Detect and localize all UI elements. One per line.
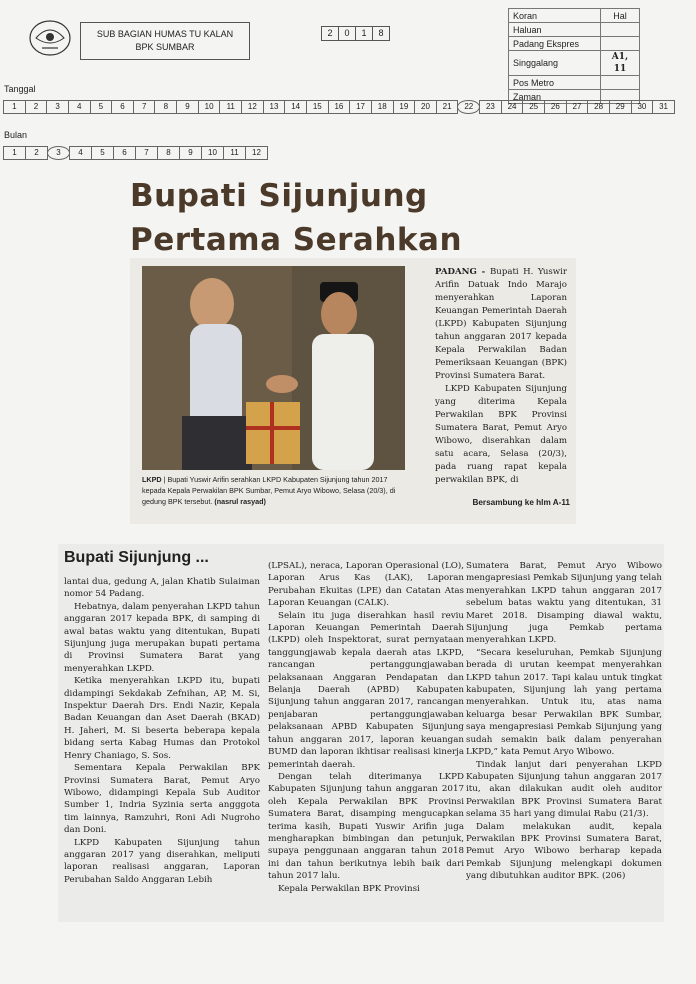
column-1	[64, 576, 260, 886]
dateline: PADANG -	[435, 267, 490, 277]
bulan-cell: 11	[223, 146, 246, 160]
tanggal-label: Tanggal	[4, 84, 36, 94]
media-hal: A1, 11	[601, 51, 640, 76]
unit-line1: SUB BAGIAN HUMAS TU KALAN	[96, 29, 234, 39]
tanggal-cell: 2	[25, 100, 48, 114]
tanggal-cell: 27	[566, 100, 589, 114]
tanggal-cell: 19	[393, 100, 416, 114]
bulan-cell: 12	[245, 146, 268, 160]
tanggal-cell: 21	[436, 100, 459, 114]
paragraph: Sementara Kepala Perwakilan BPK Provinsi Sumatera Barat, Pemut Aryo Wibowo, didampingi Kepala Sub Auditor Sumber 1, Indria Syzinia serta angggota tim lainnya, Ramzuhri, Roni Adi Nugroho dan Doni.	[64, 763, 260, 836]
tanggal-cell: 5	[90, 100, 113, 114]
tanggal-cell: 24	[501, 100, 524, 114]
bulan-cell: 4	[69, 146, 92, 160]
bulan-cell: 9	[179, 146, 202, 160]
continued-note: Bersambung ke hlm A-11	[472, 498, 570, 507]
bulan-cell: 7	[135, 146, 158, 160]
tanggal-cell: 28	[587, 100, 610, 114]
media-name: Zaman	[509, 90, 601, 104]
tanggal-cell: 7	[133, 100, 156, 114]
tanggal-cell: 4	[68, 100, 91, 114]
media-hal	[601, 37, 640, 51]
paragraph: Dengan telah diterimanya LKPD Kabupaten Sijunjung tahun anggaran 2017 oleh Kepala Perwakilan BPK Provinsi Sumatera Barat, disamping mengucapkan terima kasih, Bupati Yuswir Arifin juga mengharapkan bimbingan dan petunjuk, supaya penggunaan anggaran tahun 2018 ini dan tahun berikutnya lebih baik dari tahun 2017 lalu.	[268, 771, 464, 882]
unit-box	[80, 22, 250, 60]
tanggal-cell: 15	[306, 100, 329, 114]
year-digit: 0	[338, 26, 356, 41]
tanggal-cell: 20	[414, 100, 437, 114]
unit-line2: BPK SUMBAR	[135, 42, 195, 52]
media-name: Pos Metro	[509, 76, 601, 90]
tanggal-cell: 25	[522, 100, 545, 114]
bulan-cell: 8	[157, 146, 180, 160]
year-digit: 8	[372, 26, 390, 41]
lead-paragraph: LKPD Kabupaten Sijunjung yang diterima Kepala Perwakilan BPK Provinsi Sumatera Barat, Pemut Aryo Wibowo, diserahkan dalam satu acara, Selasa (20/3), pada ruang rapat kepala perwakilan BPK, di	[435, 384, 567, 485]
media-name: Padang Ekspres	[509, 37, 601, 51]
bulan-cell: 10	[201, 146, 224, 160]
paragraph: Hebatnya, dalam penyerahan LKPD tahun anggaran 2017 kepada BPK, di samping di awal batas waktu yang ditentukan, Bupati Sijunjung juga merupakan bupati pertama di Provinsi Sumatera Barat yang menyerahkan LKPD.	[64, 601, 260, 674]
tanggal-cell: 9	[176, 100, 199, 114]
bulan-label: Bulan	[4, 130, 28, 140]
paragraph: Selain itu juga diserahkan hasil reviu Laporan Keuangan Pemerintah Daerah (LKPD) oleh Inspektorat, surat pernyataan tanggungjawab kepala daerah atas LKPD, rancangan pertanggungjawaban pelaksanaan Anggaran Pendapatan dan Belanja Daerah (APBD) Kabupaten Sijunjung tahun anggaran 2017, rancangan penjabaran pertanggungjawaban pelaksanaan APBD Kabupaten Sijunjung tahun anggaran 2017, laporan keuangan BUMD dan laporan ikhtisar realisasi kinerja pemerintah daerah.	[268, 610, 464, 770]
paragraph: lantai dua, gedung A, jalan Khatib Sulaiman nomor 54 Padang.	[64, 577, 260, 600]
bulan-cell: 2	[25, 146, 48, 160]
media-table	[508, 8, 640, 104]
lead-paragraph	[435, 266, 567, 383]
bulan-cell: 5	[91, 146, 114, 160]
tanggal-cell: 22	[457, 100, 480, 114]
bulan-cell: 3	[47, 146, 70, 160]
media-hal	[601, 23, 640, 37]
continuation-heading: Bupati Sijunjung ...	[64, 549, 209, 566]
caption-label: LKPD	[142, 475, 162, 484]
media-hal	[601, 76, 640, 90]
tanggal-cell: 14	[284, 100, 307, 114]
paragraph: Dalam melakukan audit, kepala Perwakilan BPK Provinsi Sumatera Barat, Pemut Aryo Wibowo berharap kepada Pemkab Sijunjung melengkapi dokumen yang dibutuhkan auditor BPK. (206)	[466, 821, 662, 882]
year-digit: 1	[355, 26, 373, 41]
paragraph: Sumatera Barat, Pemut Aryo Wibowo mengapresiasi Pemkab Sijunjung yang telah menyerahkan LKPD tahun anggaran 2017 sebelum batas waktu yang ditentukan, 31 Maret 2018. Disamping diawal waktu, Sijunjung juga Pemkab pertama menyerahkan LKPD.	[466, 561, 662, 646]
tanggal-cell: 12	[241, 100, 264, 114]
column-2	[268, 560, 464, 895]
paragraph: “Secara keseluruhan, Pemkab Sijunjung berada di urutan keempat menyerahkan LKPD tahun 2017. Tapi kalau untuk tingkat kabupaten, Sijunjung lah yang pertama menyerahkan. Untuk itu, atas nama keluarga besar Perwakilan BPK Sumbar, saya mengapresiasi Pemkab Sijunjung yang sudah semakin baik dalam penyerahan LKPD,” kata Pemut Aryo Wibowo.	[466, 647, 662, 758]
caption-text: | Bupati Yuswir Arifin serahkan LKPD Kabupaten Sijunjung tahun 2017 kepada Kepala Perwakilan BPK Sumbar, Pemut Aryo Wibowo, Selasa (20/3), di gedung BPK tersebut.	[142, 475, 396, 506]
tanggal-cell: 29	[609, 100, 632, 114]
media-name: Singgalang	[509, 51, 601, 76]
paragraph: Tindak lanjut dari penyerahan LKPD Kabupaten Sijunjung tahun anggaran 2017 itu, akan dilakukan audit oleh auditor Perwakilan BPK Provinsi Sumatera Barat selama 35 hari yang dimulai Rabu (21/3).	[466, 759, 662, 820]
tanggal-cell: 8	[154, 100, 177, 114]
headline-line2: Pertama Serahkan	[130, 222, 463, 258]
headline-line1: Bupati Sijunjung	[130, 178, 428, 214]
media-name: Haluan	[509, 23, 601, 37]
bulan-cell: 1	[3, 146, 26, 160]
tanggal-cell: 16	[328, 100, 351, 114]
media-header-hal: Hal	[601, 9, 640, 23]
photo-caption	[142, 474, 404, 507]
tanggal-cell: 31	[652, 100, 675, 114]
tanggal-cell: 30	[631, 100, 654, 114]
column-3	[466, 560, 662, 883]
lead-text	[435, 266, 567, 487]
bulan-row	[4, 146, 268, 160]
paragraph: LKPD Kabupaten Sijunjung tahun anggaran 2017 yang diserahkan, meliputi laporan realisasi anggaran, Laporan Perubahan Saldo Anggaran Lebih	[64, 837, 260, 885]
tanggal-cell: 17	[349, 100, 372, 114]
tanggal-cell: 3	[46, 100, 69, 114]
tanggal-cell: 11	[219, 100, 242, 114]
tanggal-cell: 6	[111, 100, 134, 114]
year-box	[322, 26, 390, 41]
paragraph: Kepala Perwakilan BPK Provinsi	[278, 883, 420, 894]
media-header-koran: Koran	[509, 9, 601, 23]
tanggal-cell: 13	[263, 100, 286, 114]
tanggal-row	[4, 100, 675, 114]
lead-p1: Bupati H. Yuswir Arifin Datuak Indo Marajo menyerahkan Laporan Keuangan Pemerintah Daerah (LKPD) Kabupaten Sijunjung tahun anggaran 2017 kepada Kepala Perwakilan Badan Pemeriksaan Keuangan (BPK) Provinsi Sumatera Barat.	[435, 267, 568, 381]
tanggal-cell: 23	[479, 100, 502, 114]
paragraph: Ketika menyerahkan LKPD itu, bupati didampingi Sekdakab Zefnihan, AP, M. Si, Inspektur Daerah Drs. Endi Nazir, Kepala Badan Keuangan dan Aset Daerah (BKAD) H. Jaheri, M. Si beserta beberapa kepala bidang serta Kabag Humas dan Protokol Henry Chaniago, S. Sos.	[64, 676, 260, 761]
tanggal-cell: 18	[371, 100, 394, 114]
tanggal-cell: 1	[3, 100, 26, 114]
bulan-cell: 6	[113, 146, 136, 160]
handover-photo	[142, 266, 405, 470]
paragraph: (LPSAL), neraca, Laporan Operasional (LO), Laporan Arus Kas (LAK), Laporan Perubahan Ekuitas (LPE) dan Catatan Atas Laporan Keuangan (CALK).	[268, 561, 464, 609]
tanggal-cell: 10	[198, 100, 221, 114]
year-digit: 2	[321, 26, 339, 41]
bpk-logo	[28, 18, 72, 58]
tanggal-cell: 26	[544, 100, 567, 114]
caption-credit: (nasrul rasyad)	[212, 497, 266, 506]
